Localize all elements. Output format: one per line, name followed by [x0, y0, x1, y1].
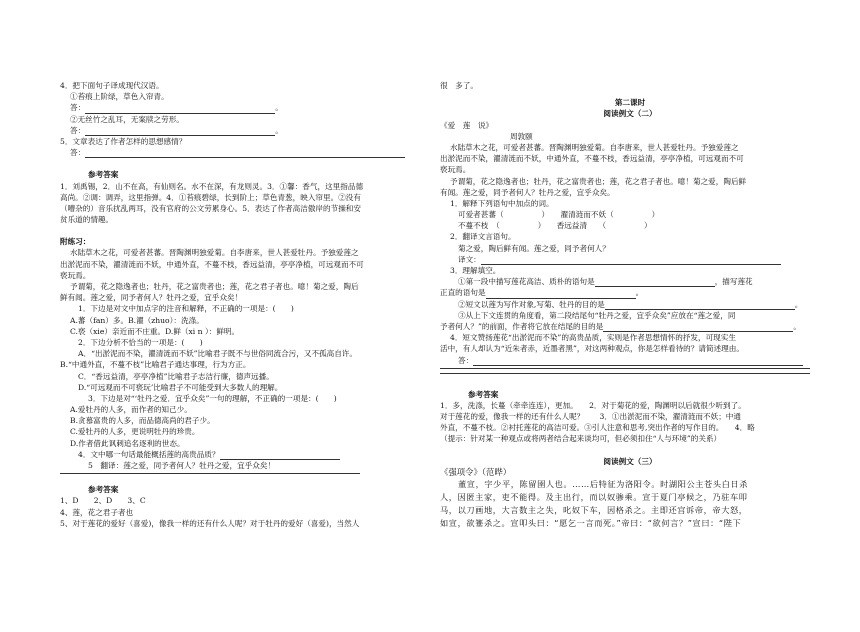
question-5: 5．文章表达了作者怎样的思想感情？: [60, 136, 187, 146]
answer-blank: [595, 278, 715, 287]
answer-blank: [473, 357, 803, 366]
passage-line: 水陆草木之花，可爱者甚蕃。晋陶渊明独爱菊。自李唐来，世人甚爱牡丹。予独爱莲之: [70, 248, 359, 258]
answer-blank: [85, 127, 275, 136]
answer-text: 1．刘禹锡，2．山不在高，有仙则名。水不在深，有龙则灵。3．①馨：香气，这里指品德: [60, 181, 364, 191]
answer-line: 答： 。: [70, 125, 283, 135]
passage-line: 鲜有闻。莲之爱，同予者何人？牡丹之爱，宜乎众矣！: [60, 293, 243, 303]
question-2: 2．翻译文言语句。: [450, 232, 516, 242]
answer-blank: [85, 149, 405, 158]
passage-title: 《爱 莲 说》: [440, 120, 494, 130]
question-4: 4．把下面句子译成现代汉语。: [60, 81, 164, 90]
right-column: [440, 80, 820, 530]
question-1: 1．解释下列语句中加点的词。: [450, 198, 554, 208]
section-title: 阅读例文（二）: [603, 109, 657, 119]
passage-line: 人，因匿主家，吏不能得。及主出行，而以奴骖乘。宣于夏门亭候之，乃驻车叩: [440, 492, 748, 502]
passage-line: 亵玩焉。: [60, 270, 91, 280]
answer-blank: [481, 256, 781, 265]
question-3: 3．理解填空。: [450, 266, 501, 275]
answer-blank: [220, 451, 340, 460]
answer-blank: [85, 105, 275, 114]
answer-title: 参考答案: [468, 389, 499, 399]
question-item: 可爱者甚蕃（ ） 濯清涟而不妖（ ）: [458, 210, 660, 220]
question-item: ②短文以莲为写作对象,写菊、牡丹的目的是 。: [458, 299, 803, 309]
answer-text: 4、莲，花之君子者也: [60, 507, 134, 517]
question-item: 正直的语句是 。: [440, 288, 644, 298]
passage-line: 出淤泥而不染，濯清涟而不妖，中通外直，不蔓不枝，香远益清，亭亭净植，可远观而不可: [440, 154, 744, 164]
answer-rule: [440, 373, 810, 374]
divider: [60, 473, 360, 474]
answer-text: （嘈杂的）音乐扰乱两耳，没有官府的公文劳累身心。5．表达了作者高洁傲岸的节操和安: [60, 203, 361, 213]
question-item: ①第一段中描写莲花高洁、质朴的语句是 ，描写莲花: [458, 277, 753, 287]
practice-title: 附练习：: [60, 237, 91, 247]
option-line: B.“中通外直，不蔓不枝”比喻君子通达事理，行为方正。: [60, 360, 251, 370]
answer-text: 5、对于莲花的爱好（喜爱)，像我一样的还有什么人呢？对于牡丹的爱好（喜爱)，当然人: [60, 518, 360, 528]
passage-author: 周敦颐: [510, 131, 533, 141]
passage-line: 水陆草木之花，可爱者甚蕃。晋陶渊明独爱菊。自李唐来，世人甚爱牡丹。予独爱莲之: [450, 142, 739, 152]
question-4-item-2: ②无丝竹之乱耳，无案牍之劳形。: [70, 114, 184, 124]
passage-title: 《强项令》（范晔）: [440, 466, 512, 477]
option-line: A.蕃（fan）多。B.濯（zhuo）：洗涤。: [70, 315, 204, 325]
option-line: C.爱牡丹的人多，更说明牡丹的珍贵。: [70, 427, 200, 437]
option-line: C.亵（xie）亲近而不庄重。D.鲜（xi n ）：鲜明。: [70, 326, 240, 336]
answer-rule: [440, 368, 810, 369]
question-2: 2．下边分析不恰当的一项是：( ): [78, 337, 203, 347]
answer-text: 外直，不蔓不枝。②衬托莲花的高洁可爱。③引人注意和思考,突出作者的写作目的。 4．略: [440, 423, 755, 433]
answer-text: 1、D 2、D 3、C: [60, 496, 146, 506]
passage-line: 董宣，字少平，陈留圉人也。……后特征为洛阳令。时湖阳公主苍头白日杀: [458, 479, 748, 489]
option-line: A．“出淤泥而不染，濯清涟而不妖”比喻君子既不与世俗同流合污，又不孤高自许。: [78, 349, 358, 359]
passage-line: 出淤泥而不染，濯清涟而不妖，中通外直，不蔓不枝，香远益清，亭亭净植，可远观而不可: [60, 259, 364, 269]
answer-line: 答：: [60, 147, 430, 158]
answer-text: （提示：针对某一种观点或将两者结合起来谈均可，但必须扣住“人与环境”的关系）: [440, 434, 722, 444]
passage-line: 如宣，欲箠杀之。宣叩头曰：“愿乞一言而死。”帝曰：“欲何言？”宣曰：“陛下: [440, 518, 742, 528]
question-5: 5 翻译：莲之爱，同予者何人？牡丹之爱，宜乎众矣！: [88, 461, 276, 470]
answer-line: 译文：: [440, 254, 820, 265]
left-column: [60, 80, 430, 529]
question-1: 1．下边是对文中加点字的注音和解释，不正确的一项是：( ): [78, 304, 294, 314]
answer-blank: [605, 301, 795, 310]
option-line: C．“香远益清，亭亭净植”比喻君子志洁行廉，德声远播。: [78, 371, 274, 381]
passage-line: 予谓菊，花之隐逸者也；牡丹，花之富贵者也；莲，花之君子者也。噫！菊之爱，陶后: [70, 282, 359, 291]
question-item: 不蔓不枝 （ ） 香远益清 （ ）: [458, 221, 652, 231]
question-4-item-1: ①苔痕上阶绿，草色入帘青。: [70, 92, 169, 102]
answer-text: 对于莲花的爱，像我一样的还有什么人呢？ 3．①出淤泥而不染，濯清涟而不妖；中通: [440, 412, 741, 422]
passage-line: 马，以刀画地，大言数主之失，叱奴下车，因格杀之。主即还宫诉帝，帝大怒，: [440, 505, 748, 515]
answer-text: 贫乐道的情趣。: [60, 215, 114, 225]
answer-text: 1．多，洗涤，长蔓（牵牵连连），更加。 2．对于菊花的爱，陶渊明以后就很少听到了。: [440, 400, 746, 410]
answer-blank: [603, 323, 793, 332]
passage-line: 亵玩焉。: [440, 165, 471, 175]
answer-title: 参考答案: [88, 170, 119, 180]
lesson-title: 第二课时: [614, 98, 646, 108]
section-title: 阅读例文（三）: [603, 456, 657, 466]
passage-line: 有闻。莲之爱，同予者何人？牡丹之爱，宜乎众矣。: [440, 187, 615, 197]
answer-blank: [486, 290, 636, 299]
question-4: 4．文中哪一句话最能概括莲的高贵品质？: [60, 449, 430, 460]
option-line: D.作者借此讽刺追名逐利的世态。: [70, 438, 185, 448]
answer-line: 答： 。: [70, 103, 283, 113]
question-item: ③从上下文连贯的角度看，第二段结尾句“牡丹之爱，宜乎众矣”应放在“莲之爱，同: [458, 310, 736, 320]
answer-line: 答：: [440, 355, 820, 366]
continued-text: 很 多了。: [440, 81, 478, 90]
question-4: 4．短文赞扬莲花“出淤泥而不染”的高贵品质，实则是作者思想情怀的抒发，可现实生: [450, 333, 736, 343]
question-4: 活中，有人却认为“近朱者赤，近墨者黑”，对这两种观点，你是怎样看待的？请简述理由。: [440, 344, 744, 354]
option-line: D.“可远观而不可亵玩’比喻君子不可能受到大多数人的理解。: [78, 382, 283, 392]
answer-title: 参考答案: [88, 485, 119, 495]
answer-text: 高尚。②调：调弄，这里指弹。4．①苔痕碧绿，长到阶上；草色青葱，映入帘里。②没有: [60, 192, 361, 202]
question-3: 3．下边是对“‘牡丹之爱．宜乎众矣”一句的理解，不正确的一项是：( ): [88, 393, 337, 403]
passage-line: 予谓菊，花之隐逸者也；牡丹，花之富贵者也；莲，花之君子者也。噫！菊之爱，陶后鲜: [450, 176, 747, 186]
option-line: B.贪慕富贵的人多，而品德高尚的君子少。: [70, 416, 215, 426]
question-item: 菊之爱，陶后鲜有闻。莲之爱，同予者何人？: [458, 243, 610, 253]
option-line: A.爱牡丹的人多，而作者的知己少。: [70, 405, 192, 415]
question-item: 予者何人？”的前面，作者将它放在结尾的目的是 。: [440, 321, 801, 331]
